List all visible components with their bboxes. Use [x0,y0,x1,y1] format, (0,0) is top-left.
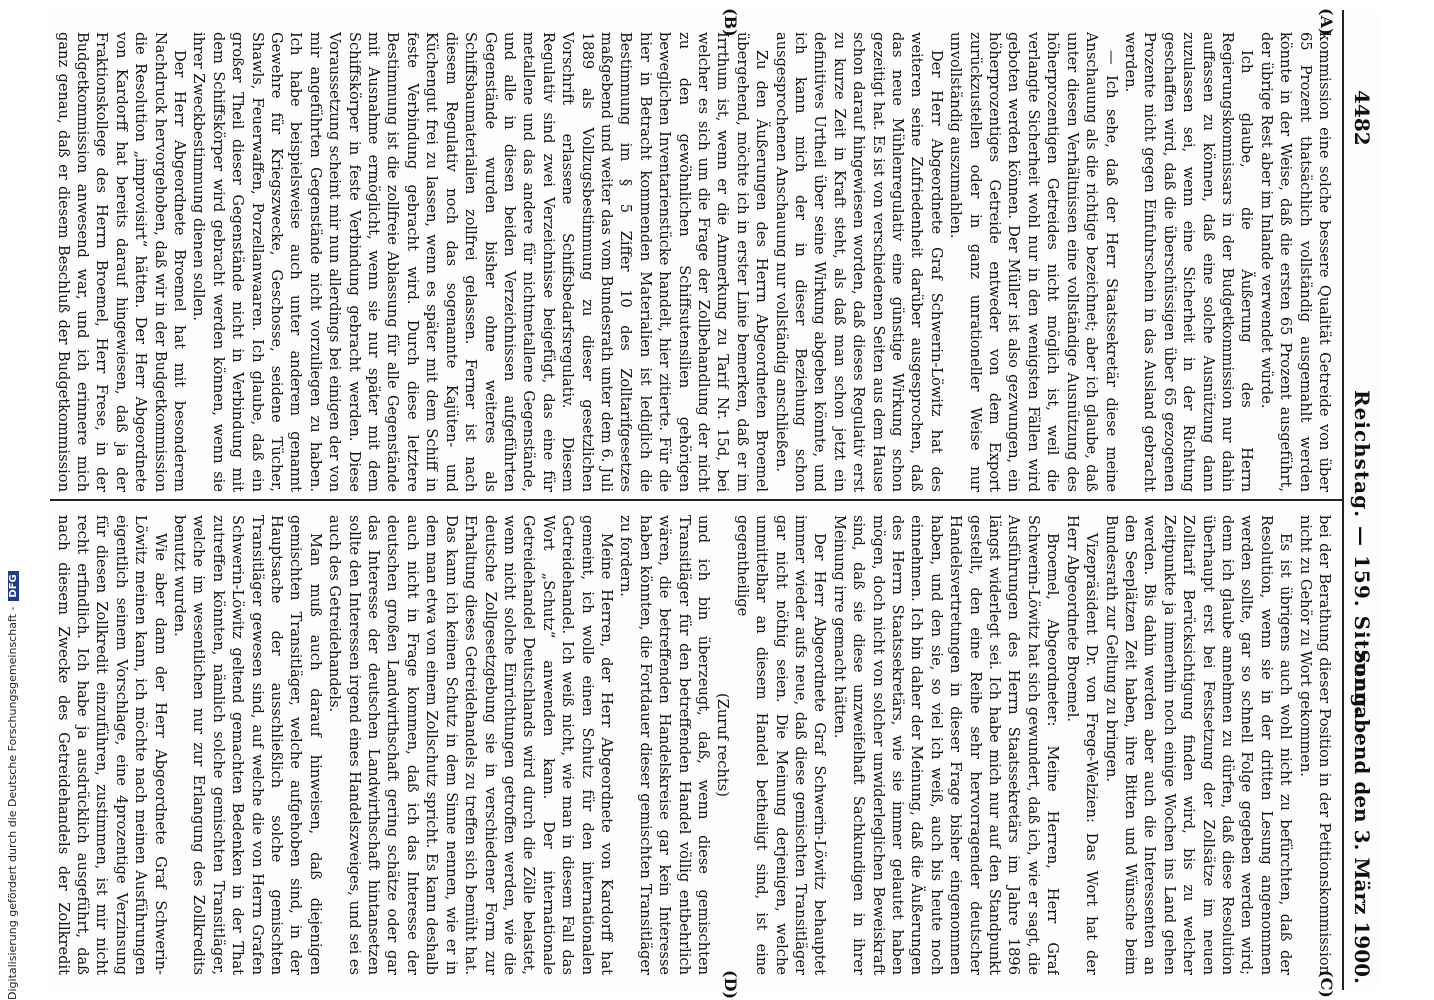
session-date: Sonnabend den 3. März 1900. [1350,649,1374,984]
column-divider [50,499,1342,501]
margin-mark-a: (A) [1317,8,1336,36]
margin-mark-c: (C) [1317,970,1336,998]
paragraph: bei der Berathung dieser Position in der Petitionskommission nicht zu Gehör zu Wort gekommen. [1296,515,1333,975]
margin-mark-d: (D) [721,970,740,1000]
paragraph: Zu den Äußerungen des Herrn Abgeordneten Broemel übergehend, möchte ich in erster Linie bemerken, daß er im Irrthum ist, wenn er die Anmerkung zu Tarif Nr. 15d, bei welcher es sich um die Frage der Zollbehandlung der nicht zu den gewöhnlichen Schiffsutensilien gehörigen beweglichen Inventarienstücke handelt, hier zitierte. Für die hier in Betracht kommenden Materialien ist lediglich die Bestimmung im § 5 Ziffer 10 des Zolltarifgesetzes maßgebend und weiter das vom Bundesrath unter dem 6. Juli 1889 als Vollzugsbestimmung zu dieser gesetzlichen Vorschrift erlassene Schiffsbedarfsregulativ. Diesem Regulativ sind zwei Verzeichnisse beigefügt, das eine für metallene und das andere für nichtmetallene Gegenstände, und alle in diesen beiden Verzeichnissen aufgeführten Gegenstände wurden bisher ohne weiteres als Schiffsbaumaterialien zollfrei gelassen. Ferner ist nach diesem Regulativ noch das sogenannte Kajüten- und Küchengut frei zu lassen, wenn es später mit dem Schiff in feste Verbindung gebracht wird. Durch diese letztere Bestimmung ist die zollfreie Ablassung für alle Gegenstände mit Ausnahme ermöglicht, wenn sie nur später mit dem Schiffskörper in feste Verbindung gebracht werden. Diese Voraussetzung scheint mir nun allerdings bei einigen der von mir angeführten Gegenstände nicht vorzuliegen zu haben. Ich habe beispielsweise auch unter anderem genannt Gewehre für Kriegszwecke, Geschosse, seidene Tücher, Shawls, Feuerwaffen, Porzellanwaaren. Ich glaube, daß ein großer Theil dieser Gegenstände nicht in Verbindung mit dem Schiffskörper wird gebracht werden können, wenn sie ihrer Zweckbestimmung dienen sollen. [190,32,771,492]
credit-text: Digitalisierung gefördert durch die Deutsche Forschungsgemeinschaft - [6,606,19,1000]
paragraph: Meine Herren, der Herr Abgeordnete von Kardorff hat gemeint, ich wolle einen Schutz für den internationalen Getreidehandel. Ich weiß nicht, wie man in diesem Fall das Wort „Schutz“ anwenden kann. Der internationale Getreidehandel Deutschlands wird durch die Zölle belastet, wenn nicht solche Einrichtungen getroffen werden, wie die deutsche Zollgesetzgebung sie in verschiedener Form zur Erhaltung dieses Getreidehandels zu treffen sich bemüht hat. Das kann ich keinen Schutz in dem Sinne nennen, wie er in dem man etwa von einem Zollschutz spricht. Es kann deshalb auch nicht in Frage kommen, daß ich das Interesse der deutschen großen Landwirthschaft gering schätze oder gar das Interesse der deutschen Landwirthschaft hintansetzen sollte den Interessen irgend eines Handelszweiges, und sei es auch des Getreidehandels. [326,515,615,975]
paragraph: kommission eine solche bessere Qualität Getreide von über 65 Prozent thatsächlich vollständig ausgemahlt werden könnte in der Weise, daß die ersten 65 Prozent ausgeführt, der übrige Rest aber im Inlande verwendet würde. [1257,32,1333,492]
digitization-credit [6,0,19,1000]
dfg-logo: DFG [8,571,19,600]
page-number: 4482 [1350,90,1374,146]
paragraph: Vizepräsident Dr. von Frege-Welzien: Das Wort hat der Herr Abgeordnete Broemel. [1063,515,1101,975]
paragraph: Ich glaube, die Äußerung des Herrn Regierungskommissars in der Budgetkommission nur dahin auffassen zu können, daß eine solche Ausnützung dann zuzulassen sei, wenn eine Sicherheit in der Richtung geschaffen wird, daß die überschüssigen über 65 gezogenen Prozente nicht gegen Einfuhrschein in das Ausland gebracht werden. [1121,32,1256,492]
paragraph: Man muß auch darauf hinweisen, daß diejenigen gemischten Transitläger, welche aufgehoben sind, in der Hauptsache der ausschließlich solche gemischten Transitläger gewesen sind, auf welche die von Herrn Grafen Schwerin-Löwitz geltend gemachten Bedenken in der That zutreffen könnten, nämlich solche gemischten Transitläger, welche im wesentlichen nur zur Erlangung des Zollkredits benutzt wurden. [171,515,324,975]
page-header [1344,10,1380,990]
header-rule [1342,10,1344,990]
right-column [54,515,1334,975]
paragraph: Wie aber dann der Herr Abgeordnete Graf Schwerin-Löwitz meinen kann, ich möchte nach meinen Ausführungen eigentlich seinem Vorschlage, eine 4prozentige Verzinsung für diesen Zollkredit einzuführen, zustimmen, ist mir nicht recht erfindlich. Ich habe ja ausdrücklich ausgeführt, daß nach diesem Zwecke des Getreidehandels der Zollkredit [54,515,169,975]
paragraph: Der Herr Abgeordnete Graf Schwerin-Löwitz behauptet immer wieder aufs neue, daß diese gemischten Transitläger gar nicht nöthig seien. Die Meinung derjenigen, welche unmittelbar an diesem Handel betheiligt sind, ist eine gegentheilige [733,515,829,975]
paragraph: Der Herr Abgeordnete Graf Schwerin-Löwitz hat des weiteren seine Zufriedenheit darüber ausgesprochen, daß das neue Mühlenregulativ eine günstige Wirkung schon gezeitigt hat. Es ist von verschiedenen Seiten aus dem Hause schon darauf hingewiesen worden, daß dieses Regulativ erst zu kurze Zeit in Kraft steht, als daß man schon jetzt ein definitives Urtheil über seine Wirkung abgeben könnte, und ich kann mich der in dieser Beziehung schon ausgesprochenen Anschauung nur vollständig anschließen. [772,32,945,492]
paragraph: Es ist übrigens auch wohl nicht zu befürchten, daß der Resolution, wenn sie in der dritten Lesung angenommen werden sollte, gar so schnell Folge gegeben werden wird; denn ich glaube annehmen zu dürfen, daß diese Resolution überhaupt erst bei Festsetzung der Zollsätze im neuen Zolltarif Berücksichtigung finden wird, bis zu welcher Zeitpunkte ja immerhin noch einige Wochen ins Land gehen werden. Bis dahin werden aber auch die Interessenten an den Seeplätzen Zeit haben, ihre Bitten und Wünsche beim Bundesrath zur Geltung zu bringen. [1102,515,1295,975]
scanned-page [50,8,1380,1000]
paragraph: Broemel, Abgeordneter: Meine Herren, Herr Graf Schwerin-Löwitz hat sich gewundert, daß ich, wie er sagt, die Ausführungen des Herrn Staatssekretärs im Jahre 1896 längst widerlegt sei. Ich habe mich nur auf den Standpunkt gestellt, den eine Reihe sehr hervorragender deutscher Handelsvertretungen in dieser Frage bisher eingenommen haben, und den sie, so viel ich weiß, auch bis heute noch einnehmen. Ich bin daher der Meinung, daß die Äußerungen des Herrn Staatssekretärs, wie sie immer gelautet haben mögen, doch nicht von solcher unwiderleglichen Beweiskraft sind, daß sie diese unzweifelhaft Sachkundigen in ihrer Meinung irre gemacht hätten. [830,515,1062,975]
page-title: Reichstag. — 159. Sitzung. [1350,390,1374,717]
paragraph: und ich bin überzeugt, daß, wenn diese gemischten Transitläger für den betreffenden Handel völlig entbehrlich wären, die betreffenden Handelskreise gar kein Interesse haben könnten, die Fortdauer dieser gemischten Transitläger zu fordern. [617,515,712,975]
margin-mark-b: (B) [721,8,740,37]
left-column [54,32,1334,492]
interjection: (Zuruf rechts) [714,693,732,797]
paragraph: — Ich sehe, daß der Herr Staatssekretär diese meine Anschauung als die richtige bezeichnet; aber ich glaube, daß unter diesen Verhältnissen eine vollständige Ausnützung des höherprozentigen Getreides nicht möglich ist, weil die verlangte Sicherheit wohl nur in den wenigsten Fällen wird geboten werden können. Der Müller ist also gezwungen, ein höherprozentiges Getreide entweder von dem Export zurückzustellen oder in ganz unrationeller Weise nur unvollständig auszumahlen. [947,32,1120,492]
paragraph: Der Herr Abgeordnete Broemel hat mit besonderem Nachdruck hervorgehoben, daß wir in der Budgetkommission die Resolution „improvisirt“ hätten. Der Herr Abgeordnete von Kardorff hat bereits darauf hingewiesen, daß ja der Fraktionskollege des Herrn Broemel, Herr Frese, in der Budgetkommission anwesend war, und ich erinnere mich ganz genau, daß er diesem Beschluß der Budgetkommission [54,32,189,492]
